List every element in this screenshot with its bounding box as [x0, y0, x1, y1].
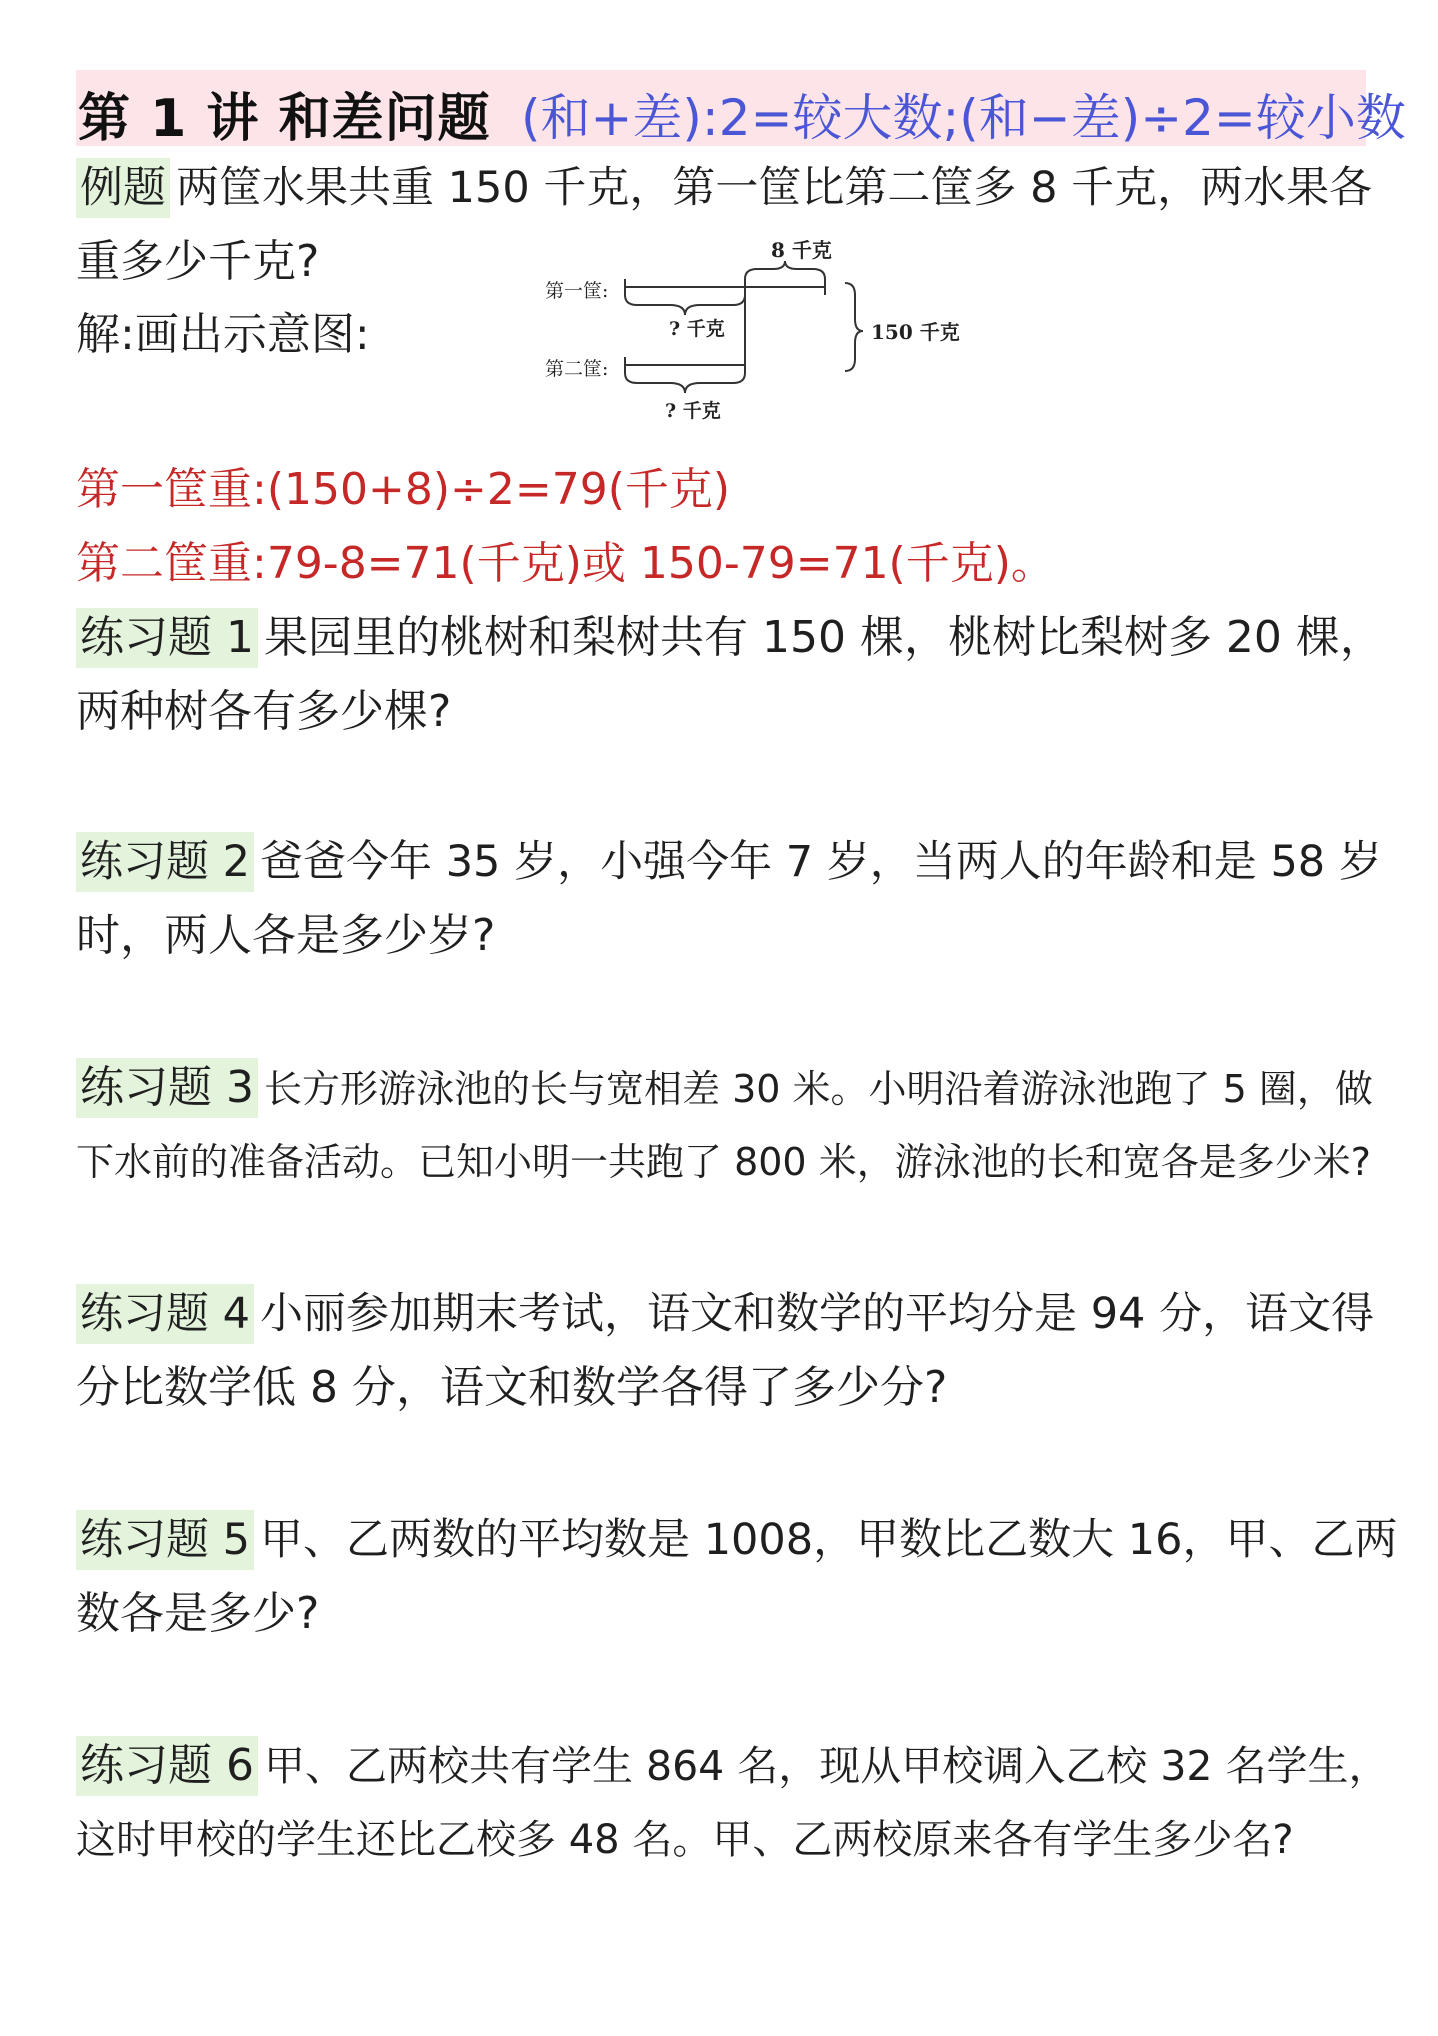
example-text-1: 两筐水果共重 150 千克，第一筐比第二筐多 8 千克，两水果各	[176, 163, 1373, 213]
total-brace	[845, 283, 863, 371]
example-tag: 例题	[76, 158, 170, 218]
diagram-basket1-label: 第一筐:	[545, 280, 609, 302]
exercise-5-text-1: 甲、乙两数的平均数是 1008，甲数比乙数大 16，甲、乙两	[260, 1515, 1398, 1565]
exercise-5-line-1	[76, 1510, 1398, 1570]
exercise-5-line-2: 数各是多少?	[76, 1588, 320, 1639]
diagram-total-label: 150 千克	[871, 320, 960, 344]
exercise-5-tag: 练习题 5	[76, 1510, 254, 1570]
diagram-basket2-label: 第二筐:	[545, 358, 609, 380]
exercise-4-text-1: 小丽参加期末考试，语文和数学的平均分是 94 分，语文得	[260, 1289, 1375, 1339]
example-line-2: 重多少千克?	[76, 236, 320, 287]
lesson-header	[76, 70, 1406, 149]
diagram-unknown1-label: ? 千克	[669, 318, 725, 340]
exercise-6-text-1: 甲、乙两校共有学生 864 名，现从甲校调入乙校 32 名学生，	[263, 1742, 1390, 1790]
exercise-1-text-1: 果园里的桃树和梨树共有 150 棵，桃树比梨树多 20 棵，	[263, 612, 1384, 663]
example-line-1	[76, 158, 1372, 218]
exercise-2-text-1: 爸爸今年 35 岁，小强今年 7 岁，当两人的年龄和是 58 岁	[260, 837, 1382, 887]
solution-intro: 解:画出示意图:	[76, 309, 370, 360]
exercise-6-tag: 练习题 6	[76, 1736, 258, 1796]
answer-2: 第二筐重:79-8=71(千克)或 150-79=71(千克)。	[76, 538, 1055, 589]
answer-1: 第一筐重:(150+8)÷2=79(千克)	[76, 464, 731, 515]
exercise-1-line-2: 两种树各有多少棵?	[76, 686, 452, 737]
lesson-title: 第 1 讲 和差问题	[78, 89, 491, 149]
exercise-2-line-2: 时，两人各是多少岁?	[76, 910, 496, 961]
unknown1-brace	[625, 295, 745, 315]
line-segment-diagram	[545, 235, 985, 435]
exercise-2-tag: 练习题 2	[76, 832, 254, 892]
exercise-3-text-1: 长方形游泳池的长与宽相差 30 米。小明沿着游泳池跑了 5 圈，做	[263, 1067, 1373, 1111]
exercise-2-line-1	[76, 832, 1382, 892]
exercise-3-tag: 练习题 3	[76, 1058, 258, 1118]
diagram-diff-label: 8 千克	[771, 238, 832, 262]
exercise-6-line-2: 这时甲校的学生还比乙校多 48 名。甲、乙两校原来各有学生多少名?	[76, 1817, 1294, 1863]
exercise-6-line-1	[76, 1736, 1390, 1796]
exercise-3-line-2: 下水前的准备活动。已知小明一共跑了 800 米，游泳池的长和宽各是多少米?	[76, 1140, 1371, 1184]
exercise-1-line-1	[76, 608, 1384, 668]
lesson-formula: (和+差):2=较大数;(和−差)÷2=较小数	[521, 89, 1406, 147]
exercise-4-tag: 练习题 4	[76, 1284, 254, 1344]
diagram-unknown2-label: ? 千克	[665, 400, 721, 422]
exercise-4-line-2: 分比数学低 8 分，语文和数学各得了多少分?	[76, 1362, 948, 1413]
diff-brace	[745, 261, 825, 279]
exercise-3-line-1	[76, 1058, 1373, 1119]
unknown2-brace	[625, 373, 745, 393]
exercise-4-line-1	[76, 1284, 1374, 1344]
exercise-1-tag: 练习题 1	[76, 608, 258, 668]
